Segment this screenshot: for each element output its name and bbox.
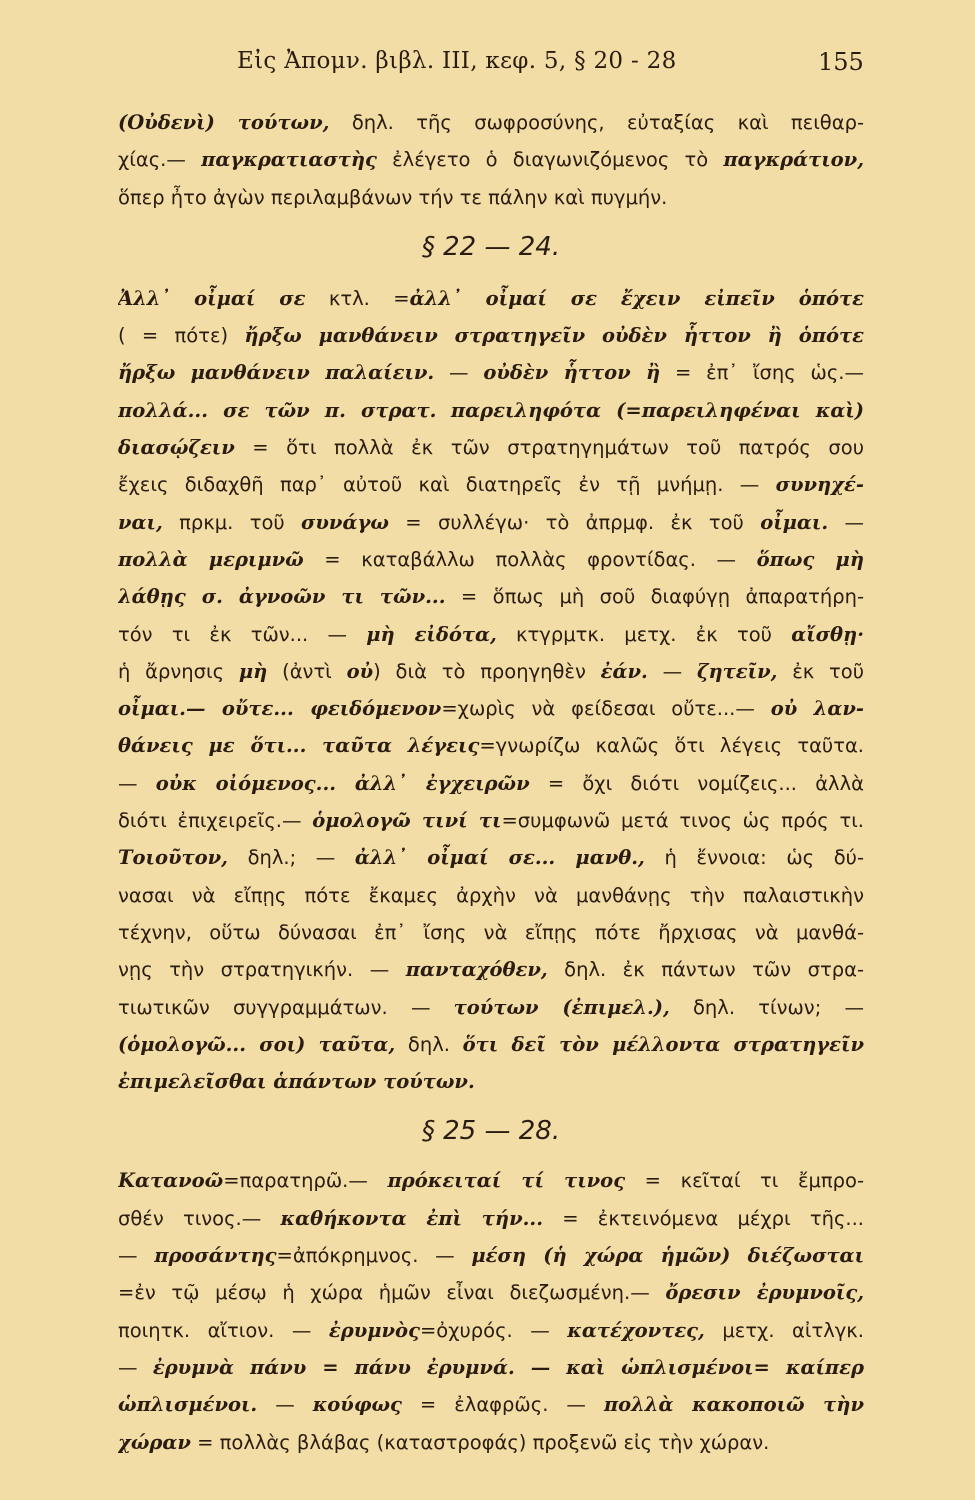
text-run: = πολλὰς βλάβας (καταστροφάς) προξενῶ εἰς τὴν χώραν. — [190, 1430, 770, 1454]
text-line — [118, 1162, 864, 1199]
emphasized-term: χώραν — [118, 1430, 191, 1454]
text-run: = ὄχι διότι νομίζεις... ἀλλὰ — [529, 771, 864, 795]
text-run: = κεῖταί τι ἔμπρο- — [625, 1169, 864, 1193]
text-run: =συμφωνῶ μετά τινος ὡς πρός τι. — [501, 809, 864, 833]
text-run: — — [434, 361, 484, 385]
emphasized-term: οὐ λαν- — [770, 697, 864, 721]
text-run: = ὅτι πολλὰ ἐκ τῶν στρατηγημάτων τοῦ πατρός σου — [234, 436, 864, 460]
text-run: νασαι νὰ εἴπῃς πότε ἔκαμες ἀρχὴν νὰ μανθάνῃς τὴν παλαιστικὴν — [118, 883, 864, 907]
text-run: = καταβάλλω πολλὰς φροντίδας. — — [303, 547, 757, 571]
text-line — [118, 1349, 864, 1386]
text-run — [436, 399, 451, 422]
emphasized-term: ἤρξω μανθάνειν παλαίειν. — [118, 361, 435, 385]
text-run: πρκμ. τοῦ — [162, 510, 302, 534]
text-line — [118, 1063, 864, 1100]
text-line — [118, 765, 864, 802]
emphasized-term: μὴ εἰδότα, — [366, 622, 497, 646]
text-run: =παρατηρῶ.— — [223, 1169, 388, 1193]
text-run: =ἐν τῷ μέσῳ ἡ χώρα ἡμῶν εἶναι διεζωσμένη.— — [118, 1281, 666, 1305]
text-run: =χωρὶς νὰ φείδεσαι οὔτε...— — [441, 697, 771, 721]
emphasized-term: μέση (ἡ χώρα ἡμῶν) διέζωσται — [471, 1244, 864, 1268]
text-line — [118, 504, 864, 541]
emphasized-term: θάνεις με ὅτι... ταῦτα λέγεις — [118, 734, 480, 758]
emphasized-term: συνηχέ- — [775, 473, 864, 497]
emphasized-term: ἐρυμνὸς — [328, 1318, 420, 1342]
text-run: (ἀντὶ — [267, 659, 347, 683]
emphasized-term: οὐδὲν ἧττον ἢ — [483, 361, 661, 385]
text-line — [118, 616, 864, 653]
text-run: — — [118, 1244, 155, 1268]
text-line — [118, 466, 864, 503]
text-run: ὅπερ ἦτο ἀγὼν περιλαμβάνων τήν τε πάλην καὶ πυγμήν. — [118, 185, 668, 209]
text-run: κτγρμτκ. μετχ. ἐκ τοῦ — [496, 622, 792, 646]
emphasized-term: παγκράτιον, — [723, 148, 864, 172]
text-run: § 22 — 24. — [421, 231, 561, 262]
emphasized-term: (Οὐδενὶ) τούτων, — [118, 111, 330, 134]
emphasized-term: πρόκειταί τί τινος — [387, 1169, 626, 1193]
text-run: δηλ.; — — [227, 846, 355, 870]
text-run: = ἐλαφρῶς. — — [401, 1393, 604, 1417]
text-line — [118, 1200, 864, 1237]
text-run: μετχ. αἰτλγκ. — [704, 1318, 864, 1342]
text-run: δηλ. τῆς σωφροσύνης, εὐταξίας καὶ πειθαρ- — [329, 111, 864, 134]
text-run: — — [647, 659, 697, 683]
text-line — [118, 1386, 864, 1423]
text-run: νῃς τὴν στρατηγικήν. — — [118, 958, 406, 982]
text-line — [118, 429, 864, 466]
text-run: = ἐπ᾿ ἴσης ὡς.— — [660, 361, 864, 385]
text-line — [118, 1424, 864, 1461]
page-body — [118, 104, 864, 1461]
text-run: — — [828, 510, 864, 534]
text-run: ποιητκ. αἴτιον. — — [118, 1318, 329, 1342]
emphasized-term: οἶμαι. — [760, 510, 829, 534]
text-line — [118, 578, 864, 615]
text-run: σθέν τινος.— — [118, 1206, 281, 1230]
text-line — [118, 541, 864, 578]
text-run: =γνωρίζω καλῶς ὅτι λέγεις ταῦτα. — [479, 734, 864, 758]
text-run: =ὀχυρός. — — [419, 1318, 568, 1342]
emphasized-term: ἀλλ᾿ οἶμαί σε... μανθ., — [354, 846, 645, 870]
text-run: δηλ. ἐκ πάντων τῶν στρα- — [547, 958, 864, 982]
text-line — [118, 877, 864, 914]
text-run: ἡ ἔννοια: ὡς δύ- — [644, 846, 864, 870]
emphasized-term: ἐρυμνὰ πάνυ = πάνυ ἐρυμνά. — καὶ ὡπλισμένοι= καίπερ — [152, 1355, 864, 1379]
emphasized-term: ἐάν. — [600, 659, 648, 683]
text-run: § 25 — 28. — [421, 1116, 561, 1147]
text-line — [118, 989, 864, 1026]
section-heading — [118, 216, 864, 280]
emphasized-term: κούφως — [312, 1393, 402, 1417]
text-line — [118, 914, 864, 951]
emphasized-term: παρειληφότα (=παρειληφέναι καὶ) — [450, 398, 864, 422]
text-run: ( = πότε) — [118, 324, 245, 348]
emphasized-term: οὐκ οἰόμενος... ἀλλ᾿ ἐγχειρῶν — [155, 771, 530, 795]
text-run: χίας.— — [118, 148, 202, 172]
text-run: = ὅπως μὴ σοῦ διαφύγῃ ἀπαρατήρη- — [445, 585, 864, 609]
text-line — [118, 653, 864, 690]
text-run: τέχνην, οὕτω δύνασαι ἐπ᾿ ἴσης νὰ εἴπῃς πότε ἤρχισας νὰ μανθά- — [118, 920, 864, 944]
text-line — [118, 392, 864, 429]
text-line — [118, 951, 864, 988]
emphasized-term: πολλὰ κακοποιῶ τὴν — [603, 1393, 864, 1417]
text-run: δηλ. τίνων; — — [669, 995, 864, 1019]
text-run: = συλλέγω· τὸ ἀπρμφ. ἐκ τοῦ — [388, 510, 761, 534]
section-heading — [118, 1100, 864, 1162]
emphasized-term: ὁμολογῶ τινί τι — [312, 809, 502, 833]
text-run: τόν τι ἐκ τῶν... — — [118, 622, 367, 646]
emphasized-term: ὅτι δεῖ τὸν μέλλοντα στρατηγεῖν — [462, 1032, 864, 1056]
emphasized-term: κατέχοντες, — [567, 1318, 705, 1342]
text-run: =ἀπόκρημνος. — — [276, 1244, 472, 1268]
text-line — [118, 1274, 864, 1311]
text-run: ἐλέγετο ὁ διαγωνιζόμενος τὸ — [376, 148, 724, 172]
emphasized-term: διασῴζειν — [118, 436, 235, 460]
text-line — [118, 179, 864, 216]
text-run: = ἐκτεινόμενα μέχρι τῆς... — [542, 1206, 864, 1230]
emphasized-term: (ὁμολογῶ... σοι) ταῦτα, — [118, 1032, 396, 1056]
text-run: διότι ἐπιχειρεῖς.— — [118, 809, 313, 833]
text-run: ἡ ἄρνησις — [118, 659, 239, 683]
text-line — [118, 317, 864, 354]
emphasized-term: ὡπλισμένοι. — [118, 1393, 258, 1417]
emphasized-term: ναι, — [118, 510, 163, 534]
emphasized-term: οὐ — [346, 659, 374, 683]
emphasized-term: πολλὰ μεριμνῶ — [118, 547, 304, 571]
text-line — [118, 1026, 864, 1063]
emphasized-term: παγκρατιαστὴς — [201, 148, 377, 172]
emphasized-term: αἴσθῃ· — [791, 622, 864, 646]
emphasized-term: ὄρεσιν ἐρυμνοῖς, — [665, 1281, 864, 1305]
emphasized-term: ἤρξω μανθάνειν στρατηγεῖν οὐδὲν ἧττον ἢ ὁπότε — [244, 324, 864, 348]
emphasized-term: Τοιοῦτον, — [118, 846, 228, 870]
text-line — [118, 280, 864, 317]
emphasized-term: Ἀλλ᾿ οἶμαί σε — [118, 286, 306, 310]
text-line — [118, 141, 864, 178]
page-number: 155 — [818, 48, 864, 76]
text-line — [118, 354, 864, 391]
text-run: κτλ. = — [305, 286, 410, 310]
emphasized-term: πολλά... σε τῶν π. στρατ. — [118, 398, 437, 422]
text-line — [118, 727, 864, 764]
text-run: — — [118, 1355, 153, 1379]
emphasized-term: πανταχόθεν, — [405, 958, 548, 982]
emphasized-term: Κατανοῶ — [118, 1169, 224, 1193]
text-line — [118, 1312, 864, 1349]
text-run: ) διὰ τὸ προηγηθὲν — [373, 659, 601, 683]
text-line — [118, 802, 864, 839]
text-run: ἔχεις διδαχθῆ παρ᾿ αὐτοῦ καὶ διατηρεῖς ἐν τῇ μνήμῃ. — — [118, 473, 776, 497]
text-line — [118, 1237, 864, 1274]
emphasized-term: ζητεῖν, — [696, 659, 778, 683]
text-run: ἐκ τοῦ — [777, 659, 864, 683]
emphasized-term: προσάντης — [154, 1244, 277, 1268]
text-run: δηλ. — [395, 1032, 463, 1056]
running-header: Εἰς Ἀπομν. βιβλ. III, κεφ. 5, § 20 - 28 — [237, 48, 677, 74]
emphasized-term: μὴ — [238, 659, 268, 683]
emphasized-term: καθήκοντα ἐπὶ τήν... — [280, 1206, 543, 1230]
emphasized-term: ὅπως μὴ — [756, 547, 864, 571]
emphasized-term: οἶμαι.— οὔτε... φειδόμενον — [118, 697, 442, 721]
emphasized-term: ἀλλ᾿ οἶμαί σε ἔχειν εἰπεῖν ὁπότε — [409, 286, 864, 310]
text-run: — — [118, 771, 156, 795]
emphasized-term: λάθῃς σ. ἀγνοῶν τι τῶν... — [118, 585, 446, 609]
emphasized-term: τούτων (ἐπιμελ.), — [453, 995, 670, 1019]
text-line — [118, 839, 864, 876]
text-run: — — [257, 1393, 313, 1417]
text-line — [118, 690, 864, 727]
emphasized-term: ἐπιμελεῖσθαι ἁπάντων τούτων. — [118, 1070, 475, 1094]
emphasized-term: συνάγω — [301, 510, 389, 534]
text-line — [118, 104, 864, 141]
text-run: τιωτικῶν συγγραμμάτων. — — [118, 995, 454, 1019]
